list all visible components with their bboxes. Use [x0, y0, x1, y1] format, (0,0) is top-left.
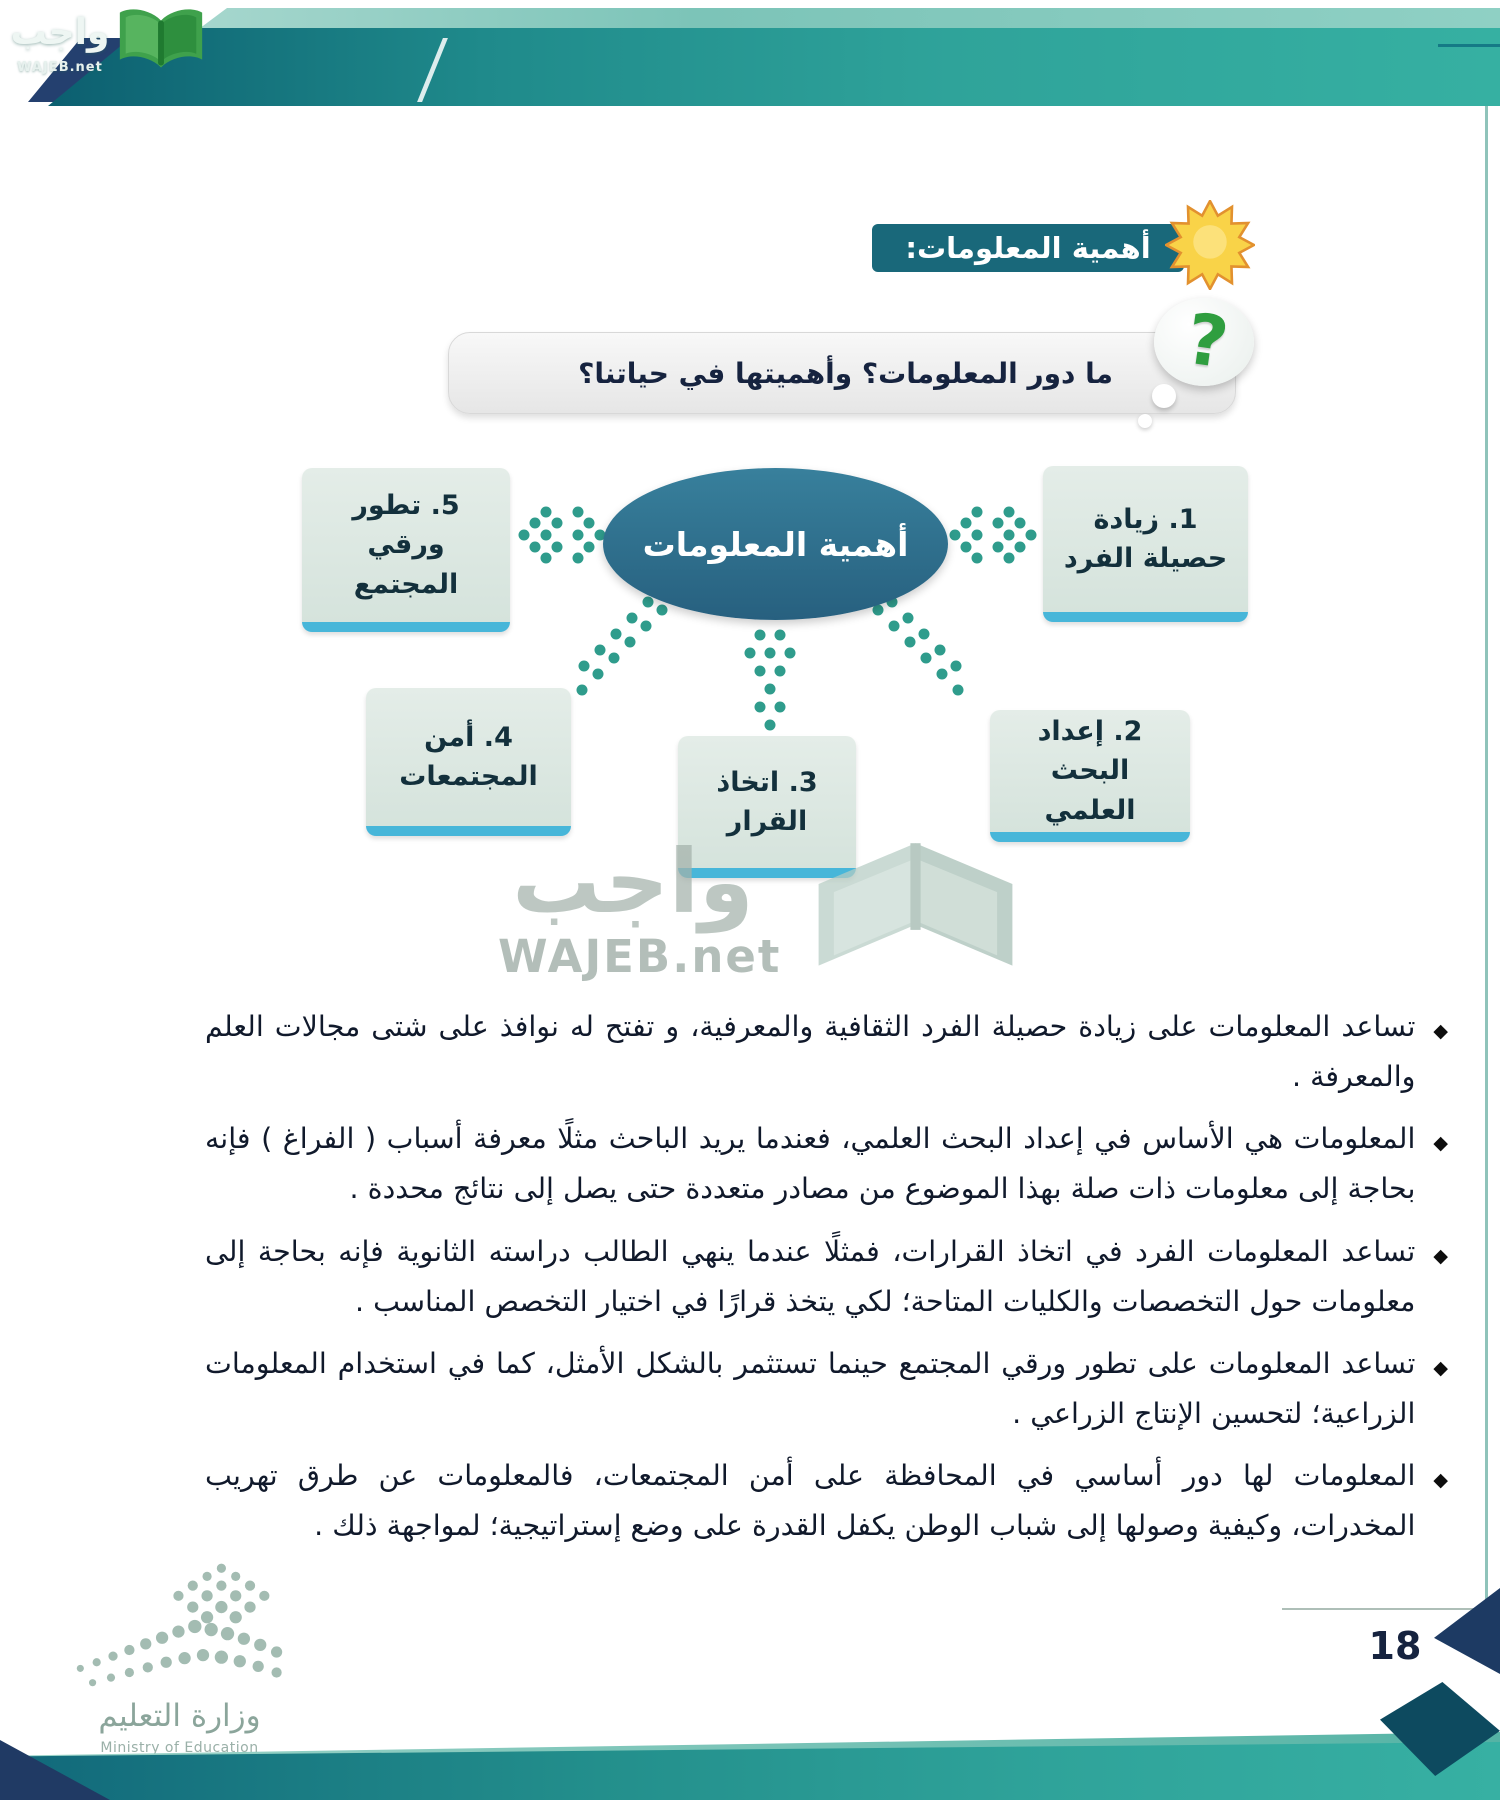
question-text: ما دور المعلومات؟ وأهميتها في حياتنا؟: [578, 356, 1113, 390]
diamond-bullet-icon: ◆: [1433, 1356, 1448, 1379]
question-glyph: ?: [1181, 297, 1234, 385]
diagram-center-ellipse: أهمية المعلومات: [603, 468, 948, 620]
diagram-node-1: 1. زيادة حصيلة الفرد: [1043, 466, 1248, 622]
starburst-icon: [1165, 200, 1255, 290]
bullet-text: تساعد المعلومات الفرد في اتخاذ القرارات، فمثلًا عندما ينهي الطالب دراسته الثانوية فإنه بحاجة إلى معلومات حول التخصصات والكليات المتاحة؛ لكي يتخذ قرارًا في اختيار التخصص المناسب .: [205, 1234, 1416, 1318]
watermark-arabic-text: واجب: [512, 830, 754, 933]
bullet-item: [205, 1114, 1448, 1214]
page-number: 18: [1368, 1624, 1422, 1668]
right-edge-rule: [1485, 106, 1488, 1611]
diagram-node-4: 4. أمن المجتمعات: [366, 688, 571, 836]
book-logo-icon: [112, 2, 210, 82]
bullet-item: [205, 1002, 1448, 1102]
diamond-bullet-icon: ◆: [1433, 1244, 1448, 1267]
diamond-bullet-icon: ◆: [1433, 1132, 1448, 1155]
bubble-tail-dot: [1152, 384, 1176, 408]
bubble-tail-small-dot: [1138, 414, 1152, 428]
bullet-text: المعلومات هي الأساس في إعداد البحث العلمي، فعندما يريد الباحث مثلًا معرفة أسباب ( الفراغ ) فإنه بحاجة إلى معلومات ذات صلة بهذا الموضوع من مصادر متعددة حتى يصل إلى نتائج محددة .: [205, 1122, 1416, 1206]
top-right-rule: [1438, 44, 1500, 47]
watermark-book-icon: [788, 812, 1043, 1007]
bullet-text: المعلومات لها دور أساسي في المحافظة على أمن المجتمعات، فالمعلومات عن طرق تهريب المخدرات، وكيفية وصولها إلى شباب الوطن يكفل القدرة على وضع إستراتيجية؛ لمواجهة ذلك .: [205, 1459, 1416, 1543]
bullet-text: تساعد المعلومات على تطور ورقي المجتمع حينما تستثمر بالشكل الأمثل، كما في استخدام المعلومات الزراعية؛ لتحسين الإنتاج الزراعي .: [205, 1346, 1416, 1431]
diagram-node-2: 2. إعداد البحث العلمي: [990, 710, 1190, 842]
diagram-node-3: 3. اتخاذ القرار: [678, 736, 856, 878]
wajeb-logo: [6, 2, 226, 98]
ministry-arabic-name: وزارة التعليم: [98, 1698, 261, 1734]
banner-main-shape: [48, 28, 1500, 106]
logo-arabic-text: واجب: [10, 12, 110, 53]
diamond-bullet-icon: ◆: [1433, 1469, 1448, 1492]
corner-navy-shape: [1434, 1588, 1500, 1674]
bullet-list: [205, 1002, 1448, 1564]
bullet-item: [205, 1451, 1448, 1551]
ministry-english-name: Ministry of Education: [100, 1740, 259, 1756]
watermark-latin-text: WAJEB.net: [498, 930, 782, 983]
bullet-text: تساعد المعلومات على زيادة حصيلة الفرد الثقافية والمعرفية، و تفتح له نوافذ على شتى مجالات العلم والمعرفة .: [205, 1010, 1416, 1094]
diagram-node-5: 5. تطور ورقي المجتمع: [302, 468, 510, 632]
logo-latin-text: WAJEB.net: [17, 60, 103, 75]
bullet-item: [205, 1339, 1448, 1439]
section-title-badge: أهمية المعلومات:: [872, 224, 1184, 272]
footer-rule: [1282, 1608, 1500, 1610]
question-mark-icon: [1128, 292, 1256, 434]
ministry-logo-icon: [68, 1558, 293, 1696]
wajeb-watermark: [498, 812, 1043, 1017]
diamond-bullet-icon: ◆: [1433, 1020, 1448, 1042]
bullet-item: [205, 1227, 1448, 1327]
question-bar: [448, 332, 1236, 414]
